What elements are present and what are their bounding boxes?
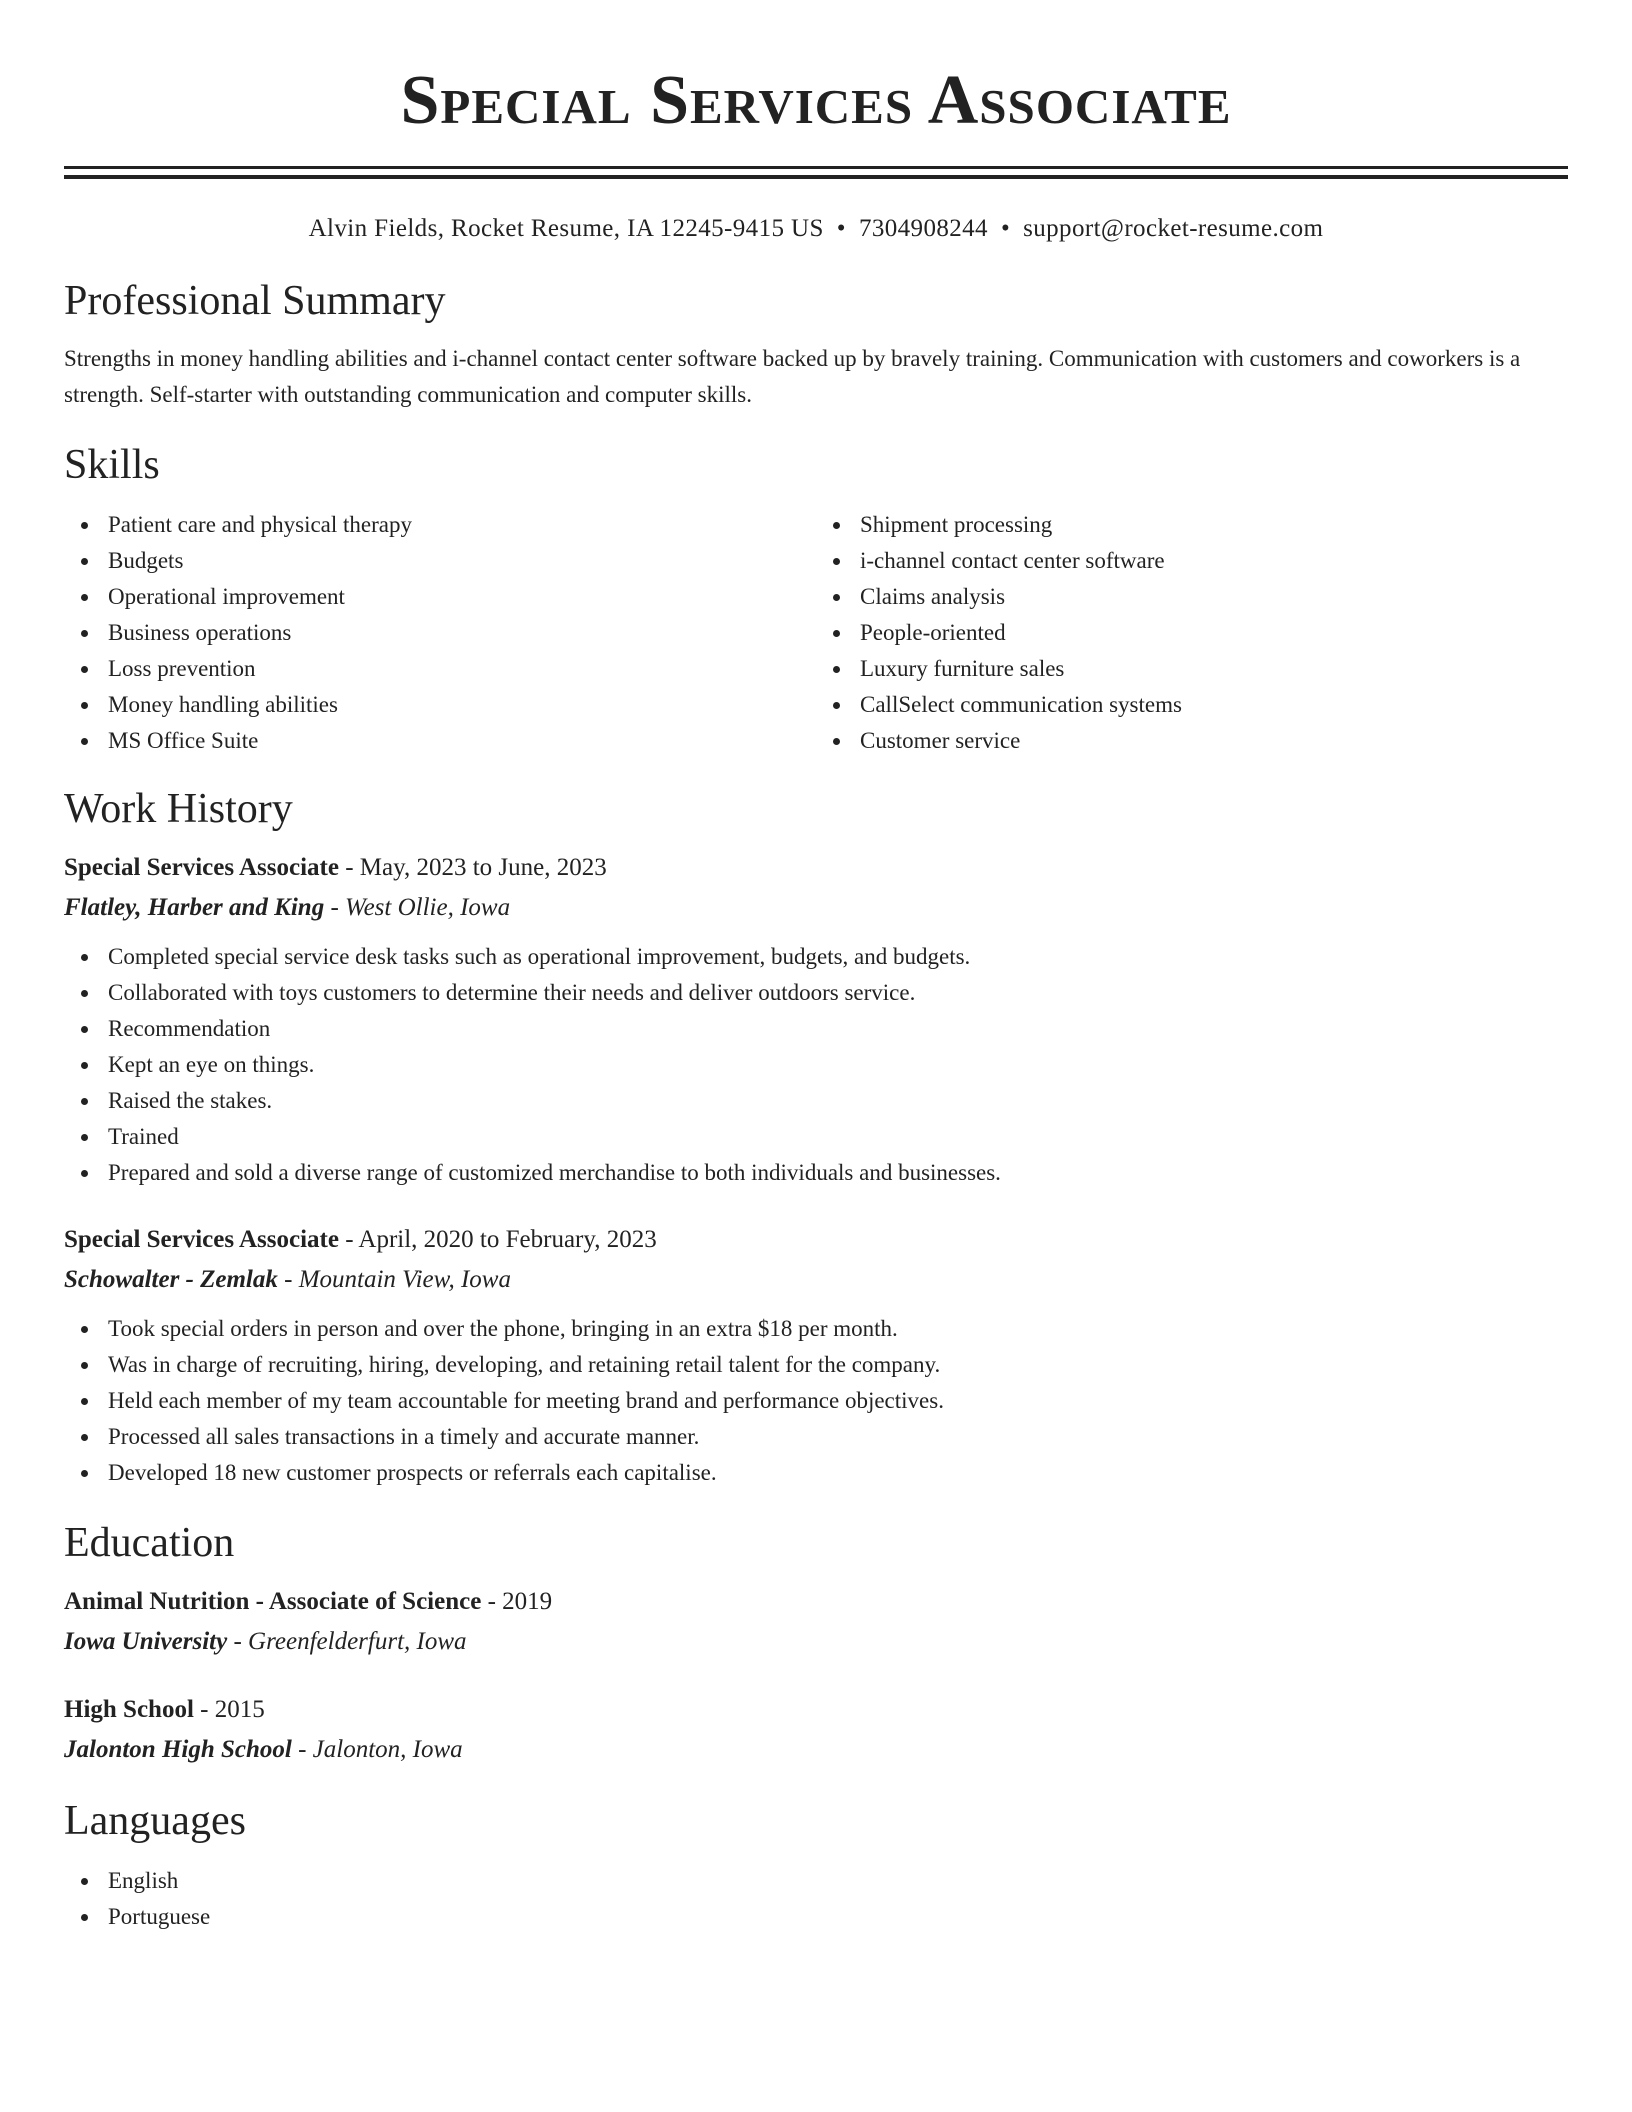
language-item: English [64, 1863, 1568, 1899]
education-school-line [64, 1731, 1568, 1769]
job-entry [64, 1221, 1568, 1491]
skill-item: Operational improvement [64, 579, 816, 615]
contact-address: Alvin Fields, Rocket Resume, IA 12245-9415 US [308, 215, 824, 242]
skill-item: Money handling abilities [64, 687, 816, 723]
education-location: - Jalonton, Iowa [291, 1736, 463, 1763]
section-heading-skills: Skills [64, 442, 160, 488]
education-school-line [64, 1623, 1568, 1661]
education-degree-line [64, 1583, 1568, 1621]
contact-separator: • [1000, 215, 1011, 242]
summary-text: Strengths in money handling abilities and i-channel contact center software backed up by bravely training. Communication with customers and coworkers is a strength. Self-starter with outstanding communication and computer skills. [64, 346, 1521, 407]
education-degree: High School [64, 1696, 194, 1723]
education-year: - 2019 [481, 1588, 553, 1615]
skill-item: People-oriented [816, 615, 1568, 651]
skill-item: Customer service [816, 723, 1568, 759]
job-location: - West Ollie, Iowa [324, 894, 511, 921]
job-title-line [64, 1221, 1568, 1259]
job-bullet: Collaborated with toys customers to determine their needs and deliver outdoors service. [64, 975, 1568, 1011]
job-bullet: Processed all sales transactions in a timely and accurate manner. [64, 1419, 1568, 1455]
job-dates: - April, 2020 to February, 2023 [338, 1226, 657, 1253]
job-bullet: Trained [64, 1119, 1568, 1155]
skill-item: Business operations [64, 615, 816, 651]
job-company-line [64, 889, 1568, 927]
skill-item: CallSelect communication systems [816, 687, 1568, 723]
skill-item: Claims analysis [816, 579, 1568, 615]
job-company: Flatley, Harber and King [64, 894, 325, 921]
section-heading-work-history: Work History [64, 786, 293, 832]
education-location: - Greenfelderfurt, Iowa [227, 1628, 467, 1655]
job-title: Special Services Associate [64, 1226, 339, 1253]
languages-section [64, 1795, 1568, 1935]
section-heading-languages: Languages [64, 1798, 246, 1844]
education-entry [64, 1691, 1568, 1769]
education-section [64, 1517, 1568, 1769]
contact-phone: 7304908244 [858, 215, 988, 242]
job-bullet: Raised the stakes. [64, 1083, 1568, 1119]
education-entry [64, 1583, 1568, 1661]
skill-item: Shipment processing [816, 507, 1568, 543]
job-dates: - May, 2023 to June, 2023 [338, 854, 607, 881]
skill-item: Loss prevention [64, 651, 816, 687]
resume-title: Special Services Associate [400, 62, 1232, 139]
education-school: Iowa University [64, 1628, 228, 1655]
skill-item: Luxury furniture sales [816, 651, 1568, 687]
section-heading-summary: Professional Summary [64, 278, 446, 324]
education-degree-line [64, 1691, 1568, 1729]
job-bullet: Developed 18 new customer prospects or referrals each capitalise. [64, 1455, 1568, 1491]
skill-item: i-channel contact center software [816, 543, 1568, 579]
job-bullet: Held each member of my team accountable for meeting brand and performance objectives. [64, 1383, 1568, 1419]
contact-email: support@rocket-resume.com [1023, 215, 1324, 242]
title-divider-top [64, 166, 1568, 169]
skill-item: Patient care and physical therapy [64, 507, 816, 543]
job-bullet: Recommendation [64, 1011, 1568, 1047]
job-bullet: Took special orders in person and over the phone, bringing in an extra $18 per month. [64, 1311, 1568, 1347]
job-title-line [64, 849, 1568, 887]
job-company: Schowalter - Zemlak [64, 1266, 278, 1293]
job-bullet-list [64, 939, 1568, 1191]
job-bullet-list [64, 1311, 1568, 1491]
contact-line [64, 213, 1568, 245]
section-heading-education: Education [64, 1520, 235, 1566]
skills-column-right [816, 507, 1568, 759]
skill-item: MS Office Suite [64, 723, 816, 759]
job-company-line [64, 1261, 1568, 1299]
education-year: - 2015 [193, 1696, 265, 1723]
skills-grid [64, 507, 1568, 759]
job-bullet: Completed special service desk tasks such as operational improvement, budgets, and budgets. [64, 939, 1568, 975]
contact-separator: • [836, 215, 846, 242]
education-school: Jalonton High School [64, 1736, 292, 1763]
work-history-section [64, 783, 1568, 1491]
job-title: Special Services Associate [64, 854, 339, 881]
education-degree: Animal Nutrition - Associate of Science [64, 1588, 482, 1615]
skills-column-left [64, 507, 816, 759]
job-bullet: Was in charge of recruiting, hiring, developing, and retaining retail talent for the company. [64, 1347, 1568, 1383]
title-divider-bottom [64, 175, 1568, 179]
job-location: - Mountain View, Iowa [277, 1266, 511, 1293]
job-entry [64, 849, 1568, 1191]
languages-list [64, 1863, 1568, 1935]
job-bullet: Prepared and sold a diverse range of customized merchandise to both individuals and businesses. [64, 1155, 1568, 1191]
skills-section [64, 439, 1568, 759]
job-bullet: Kept an eye on things. [64, 1047, 1568, 1083]
skill-item: Budgets [64, 543, 816, 579]
summary-section [64, 275, 1568, 413]
language-item: Portuguese [64, 1899, 1568, 1935]
